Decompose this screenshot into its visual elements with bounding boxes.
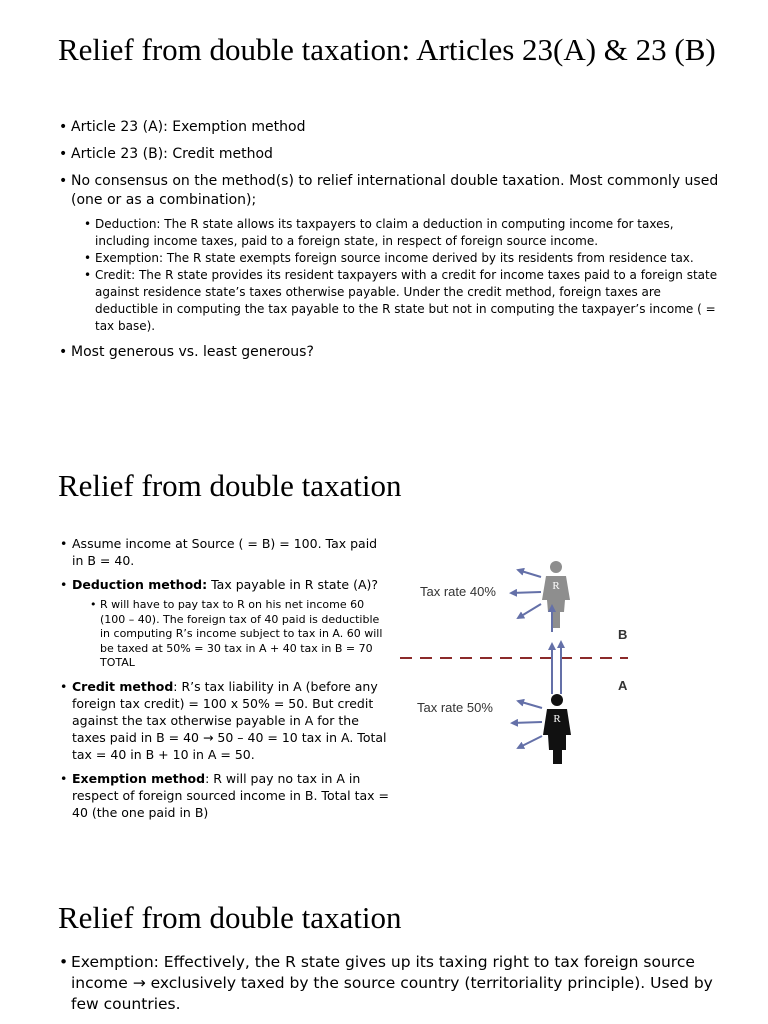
arrow-icon <box>518 570 541 577</box>
tax-diagram <box>0 450 768 880</box>
tax-arrows-b <box>511 570 541 618</box>
person-label: R <box>552 580 560 592</box>
arrow-icon <box>511 592 541 593</box>
bullet-text: Tax payable in R state (A)? <box>207 577 379 592</box>
person-label: R <box>553 713 561 725</box>
slide-exemption <box>0 880 768 1024</box>
bullet-label: Deduction method: <box>72 577 208 592</box>
tax-rate-a-label: Tax rate 50% <box>417 700 493 715</box>
bullet-article-23a: • Article 23 (A): Exemption method <box>71 118 721 137</box>
bullet-no-consensus <box>71 172 721 335</box>
bullet-label: Credit method <box>72 678 174 694</box>
slide-articles-23 <box>0 0 768 450</box>
bullet-label: Exemption method <box>72 770 206 786</box>
state-b-label: B <box>618 627 628 642</box>
bullet-text: : R will pay no tax in A in respect of foreign sourced income in B. Total tax = 40 (the one paid in B) <box>72 770 390 820</box>
person-in-b-icon <box>542 561 570 628</box>
bullet-most-generous: • Most generous vs. least generous? <box>71 343 721 362</box>
arrow-icon <box>512 722 542 723</box>
arrow-icon <box>518 736 542 748</box>
state-a-label: A <box>618 678 628 693</box>
arrow-icon <box>518 604 541 618</box>
bullet-text: No consensus on the method(s) to relief international double taxation. Most commonly used (one or as a combination); <box>71 173 719 208</box>
sub-bullet-credit: • Credit: The R state provides its resident taxpayers with a credit for income taxes paid to a foreign state against residence state’s taxes otherwise payable. Under the credit method, foreign taxes are deductible in computing the tax payable to the R state but not in computing the taxpayer’s income ( = tax base). <box>95 267 721 335</box>
slide-title: Relief from double taxation <box>58 900 402 935</box>
sub-bullet-deduction: • Deduction: The R state allows its taxpayers to claim a deduction in computing income for taxes, including income taxes, paid to a foreign state, in respect of foreign source income. <box>95 216 721 250</box>
bullet-list <box>71 952 721 1023</box>
tax-rate-b-label: Tax rate 40% <box>420 584 496 599</box>
tax-arrows-a <box>512 701 542 748</box>
slide-example <box>0 450 768 880</box>
arrow-icon <box>518 701 542 708</box>
bullet-article-23b: • Article 23 (B): Credit method <box>71 145 721 164</box>
bullet-list <box>71 118 721 370</box>
bullet-assume-income: • Assume income at Source ( = B) = 100. Tax paid in B = 40. <box>72 535 390 569</box>
bullet-exemption-effect: • Exemption: Effectively, the R state gives up its taxing right to tax foreign source income → exclusively taxed by the source country (territoriality principle). Used by few countries. <box>71 952 721 1015</box>
bullet-text: : R’s tax liability in A (before any foreign tax credit) = 100 x 50% = 50. But credit against the tax otherwise payable in A for the taxes paid in B = 40 → 50 – 40 = 10 tax in A. Total tax = 40 in B + 10 in A = 50. <box>72 678 387 762</box>
sub-bullet-deduction-calc: • R will have to pay tax to R on his net income 60 (100 – 40). The foreign tax of 40 paid is deductible in computing R’s income subject to tax in A. 60 will be taxed at 50% = 30 tax in A + 40 tax in B = 70 TOTAL <box>100 598 390 671</box>
slide-title: Relief from double taxation: Articles 23(A) & 23 (B) <box>58 32 716 67</box>
person-in-a-icon <box>543 694 571 764</box>
sub-bullet-exemption: • Exemption: The R state exempts foreign source income derived by its residents from residence tax. <box>95 250 721 267</box>
sub-bullet-list <box>95 216 721 335</box>
slide-title: Relief from double taxation <box>58 468 402 503</box>
